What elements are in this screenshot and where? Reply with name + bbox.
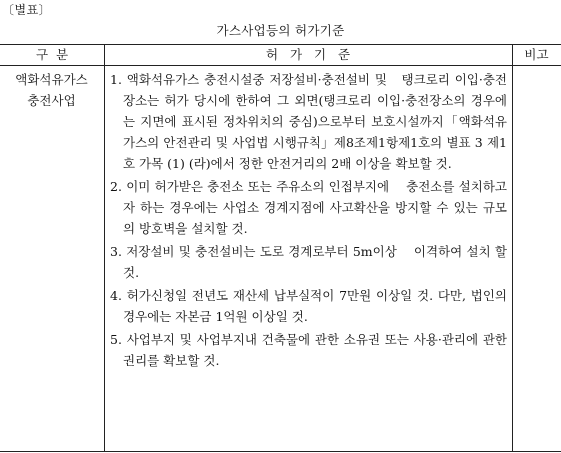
criteria-list bbox=[110, 69, 511, 373]
column-divider bbox=[104, 45, 105, 451]
category-line: 액화석유가스 bbox=[15, 72, 88, 87]
header-divider bbox=[0, 65, 561, 66]
category-cell bbox=[0, 69, 103, 111]
criteria-item: 1. 액화석유가스 충전시설중 저장설비·충전설비 및 탱크로리 이입·충전장소는 허가 당시에 한하여 그 외면(탱크로리 이입·충전장소의 경우에는 지면에 표시된 정차위치의 중심)으로부터 보호시설까지「액화석유가스의 안전관리 및 사업법 시행규칙」제8조제1항제1호의 별표 3 제1호 가목 (1) (라)에서 정한 안전거리의 2배 이상을 확보할 것. bbox=[110, 72, 507, 171]
criteria-item: 4. 허가신청일 전년도 재산세 납부실적이 7만원 이상일 것. 다만, 법인의 경우에는 자본금 1억원 이상일 것. bbox=[110, 288, 511, 324]
header-criteria: 허 가 기 준 bbox=[265, 47, 351, 62]
column-divider bbox=[512, 45, 513, 451]
category-line: 충전사업 bbox=[27, 93, 76, 108]
criteria-table bbox=[0, 44, 561, 452]
criteria-item: 3. 저장설비 및 충전설비는 도로 경계로부터 5m이상 이격하여 설치 할 것. bbox=[110, 244, 511, 280]
page-label: 〔별표〕 bbox=[2, 3, 52, 17]
header-category: 구 분 bbox=[35, 47, 69, 62]
document-title: 가스사업등의 허가기준 bbox=[216, 23, 345, 38]
criteria-item: 2. 이미 허가받은 충전소 또는 주유소의 인접부지에 충전소를 설치하고자 하는 경우에는 사업소 경계지점에 사고확산을 방지할 수 있는 규모의 방호벽을 설치할 것. bbox=[110, 179, 507, 236]
header-remarks: 비고 bbox=[524, 47, 549, 62]
criteria-item: 5. 사업부지 및 사업부지내 건축물에 관한 소유권 또는 사용·관리에 관한 권리를 확보할 것. bbox=[110, 332, 511, 368]
